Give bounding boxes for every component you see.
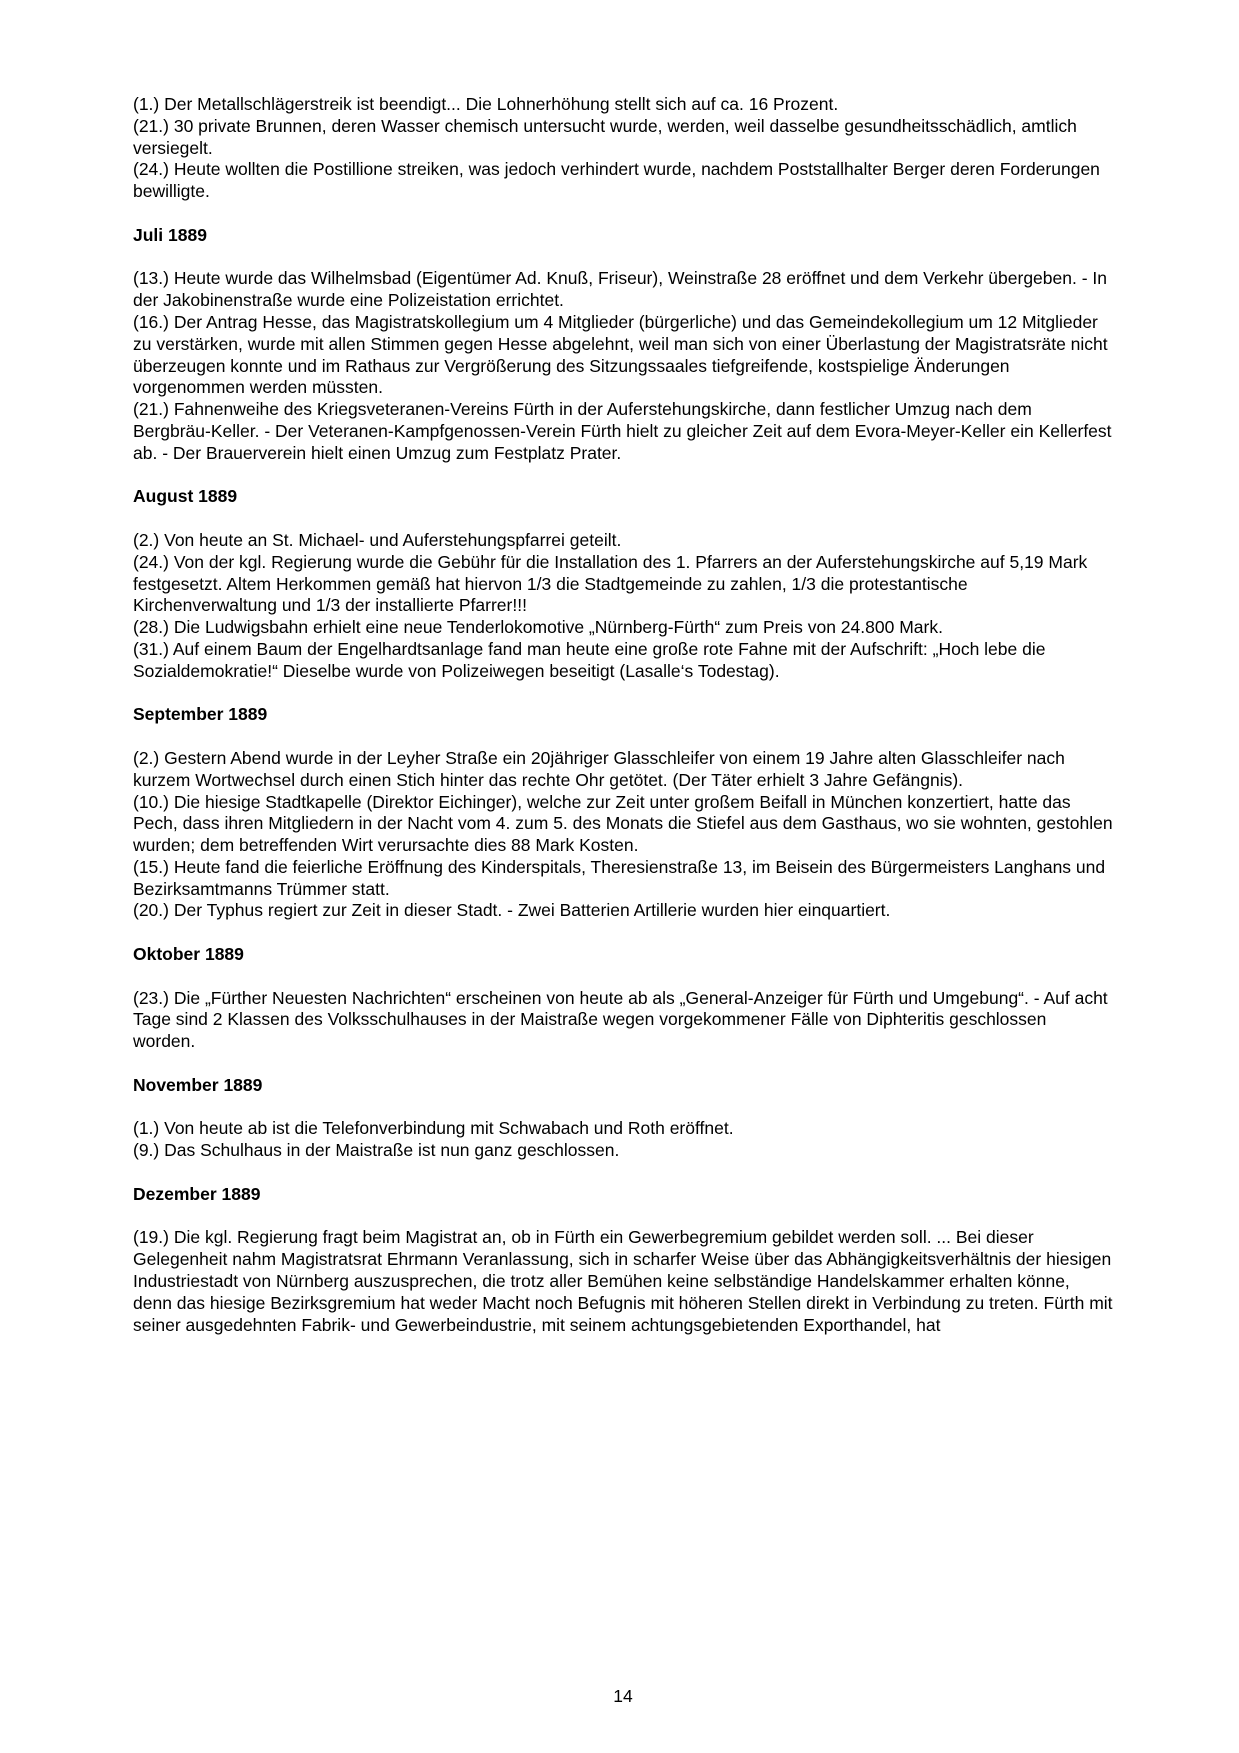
entry-paragraph: (21.) 30 private Brunnen, deren Wasser chemisch untersucht wurde, werden, weil dasselbe gesundheitsschädlich, amtlich versiegelt. bbox=[133, 115, 1077, 158]
entry-paragraph: (20.) Der Typhus regiert zur Zeit in dieser Stadt. - Zwei Batterien Artillerie wurden hier einquartiert. bbox=[133, 900, 891, 921]
entry-paragraph: (24.) Von der kgl. Regierung wurde die Gebühr für die Installation des 1. Pfarrers an der Auferstehungskirche auf 5,19 Mark festgesetzt. Altem Herkommen gemäß hat hiervon 1/3 die Stadtgemeinde zu zahlen, 1/3 die protestantische Kirchenverwaltung und 1/3 der installierte Pfarrer!!! bbox=[133, 551, 1088, 616]
entry-paragraph: (31.) Auf einem Baum der Engelhardtsanlage fand man heute eine große rote Fahne mit der Aufschrift: „Hoch lebe die Sozialdemokratie!“ Dieselbe wurde von Polizeiwegen beseitigt (Lasalle‘s Todestag). bbox=[133, 638, 1046, 681]
entry-paragraph: (1.) Der Metallschlägerstreik ist beendigt... Die Lohnerhöhung stellt sich auf ca. 16 Prozent. bbox=[133, 94, 839, 114]
entry-paragraph: (28.) Die Ludwigsbahn erhielt eine neue Tenderlokomotive „Nürnberg-Fürth“ zum Preis von 24.800 Mark. bbox=[133, 617, 943, 638]
section-heading-oktober-1889: Oktober 1889 bbox=[133, 944, 244, 965]
entry-paragraph: (19.) Die kgl. Regierung fragt beim Magistrat an, ob in Fürth ein Gewerbegremium gebildet werden soll. ... Bei dieser Gelegenheit nahm Magistratsrat Ehrmann Veranlassung, sich in scharfer Weise über das Abhängigkeitsverhältnis der hiesigen Industriestadt von Nürnberg auszusprechen, die trotz aller Bemühen keine selbständige Handelskammer erhalten könne, denn das hiesige Bezirksgremium hat weder Macht noch Befugnis mit höheren Stellen direkt in Verbindung zu treten. Fürth mit seiner ausgedehnten Fabrik- und Gewerbeindustrie, mit seinem achtungsgebietenden Exporthandel, hat bbox=[133, 1227, 1113, 1335]
section-september-1889 bbox=[133, 704, 1113, 922]
section-heading-november-1889: November 1889 bbox=[133, 1074, 263, 1095]
entry-paragraph: (13.) Heute wurde das Wilhelmsbad (Eigentümer Ad. Knuß, Friseur), Weinstraße 28 eröffnet und dem Verkehr übergeben. - In der Jakobinenstraße wurde eine Polizeistation errichtet. bbox=[133, 268, 1108, 311]
page-number: 14 bbox=[613, 1686, 633, 1706]
section-juli-1889 bbox=[133, 225, 1113, 465]
section-heading-dezember-1889: Dezember 1889 bbox=[133, 1183, 261, 1204]
entry-paragraph: (1.) Von heute ab ist die Telefonverbindung mit Schwabach und Roth eröffnet. bbox=[133, 1118, 734, 1139]
page-content bbox=[133, 94, 1113, 1336]
section-heading-september-1889: September 1889 bbox=[133, 704, 268, 725]
entry-paragraph: (24.) Heute wollten die Postillione streiken, was jedoch verhindert wurde, nachdem Poststallhalter Berger deren Forderungen bewilligte. bbox=[133, 159, 1100, 202]
entry-paragraph: (21.) Fahnenweihe des Kriegsveteranen-Vereins Fürth in der Auferstehungskirche, dann festlicher Umzug nach dem Bergbräu-Keller. - Der Veteranen-Kampfgenossen-Verein Fürth hielt zu gleicher Zeit auf dem Evora-Meyer-Keller ein Kellerfest ab. - Der Brauerverein hielt einen Umzug zum Festplatz Prater. bbox=[133, 399, 1112, 463]
section-november-1889 bbox=[133, 1075, 1113, 1162]
section-heading-august-1889: August 1889 bbox=[133, 486, 238, 507]
entry-paragraph: (16.) Der Antrag Hesse, das Magistratskollegium um 4 Mitglieder (bürgerliche) und das Gemeindekollegium um 12 Mitglieder zu verstärken, wurde mit allen Stimmen gegen Hesse abgelehnt, weil man sich von einer Überlastung der Magistratsräte nicht überzeugen konnte und im Rathaus zur Vergrößerung des Sitzungssaales tiefgreifende, kostspielige Änderungen vorgenommen werden müssten. bbox=[133, 311, 1108, 398]
section-june-continuation bbox=[133, 94, 1113, 203]
entry-paragraph: (23.) Die „Fürther Neuesten Nachrichten“ erscheinen von heute ab als „General-Anzeiger für Fürth und Umgebung“. - Auf acht Tage sind 2 Klassen des Volksschulhauses in der Maistraße wegen vorgekommener Fälle von Diphteritis geschlossen worden. bbox=[133, 987, 1108, 1052]
section-oktober-1889 bbox=[133, 944, 1113, 1053]
section-august-1889 bbox=[133, 486, 1113, 682]
entry-paragraph: (2.) Gestern Abend wurde in der Leyher Straße ein 20jähriger Glasschleifer von einem 19 Jahre alten Glasschleifer nach kurzem Wortwechsel durch einen Stich hinter das rechte Ohr getötet. (Der Täter erhielt 3 Jahre Gefängnis). bbox=[133, 747, 1065, 790]
entry-paragraph: (10.) Die hiesige Stadtkapelle (Direktor Eichinger), welche zur Zeit unter großem Beifall in München konzertiert, hatte das Pech, dass ihren Mitgliedern in der Nacht vom 4. zum 5. des Monats die Stiefel aus dem Gasthaus, wo sie wohnten, gestohlen wurden; dem betreffenden Wirt verursachte dies 88 Mark Kosten. bbox=[133, 791, 1113, 856]
section-heading-juli-1889: Juli 1889 bbox=[133, 224, 207, 245]
entry-paragraph: (9.) Das Schulhaus in der Maistraße ist nun ganz geschlossen. bbox=[133, 1140, 620, 1161]
entry-paragraph: (2.) Von heute an St. Michael- und Auferstehungspfarrei geteilt. bbox=[133, 529, 622, 550]
section-dezember-1889 bbox=[133, 1184, 1113, 1337]
entry-paragraph: (15.) Heute fand die feierliche Eröffnung des Kinderspitals, Theresienstraße 13, im Beisein des Bürgermeisters Langhans und Bezirksamtmanns Trümmer statt. bbox=[133, 856, 1106, 899]
